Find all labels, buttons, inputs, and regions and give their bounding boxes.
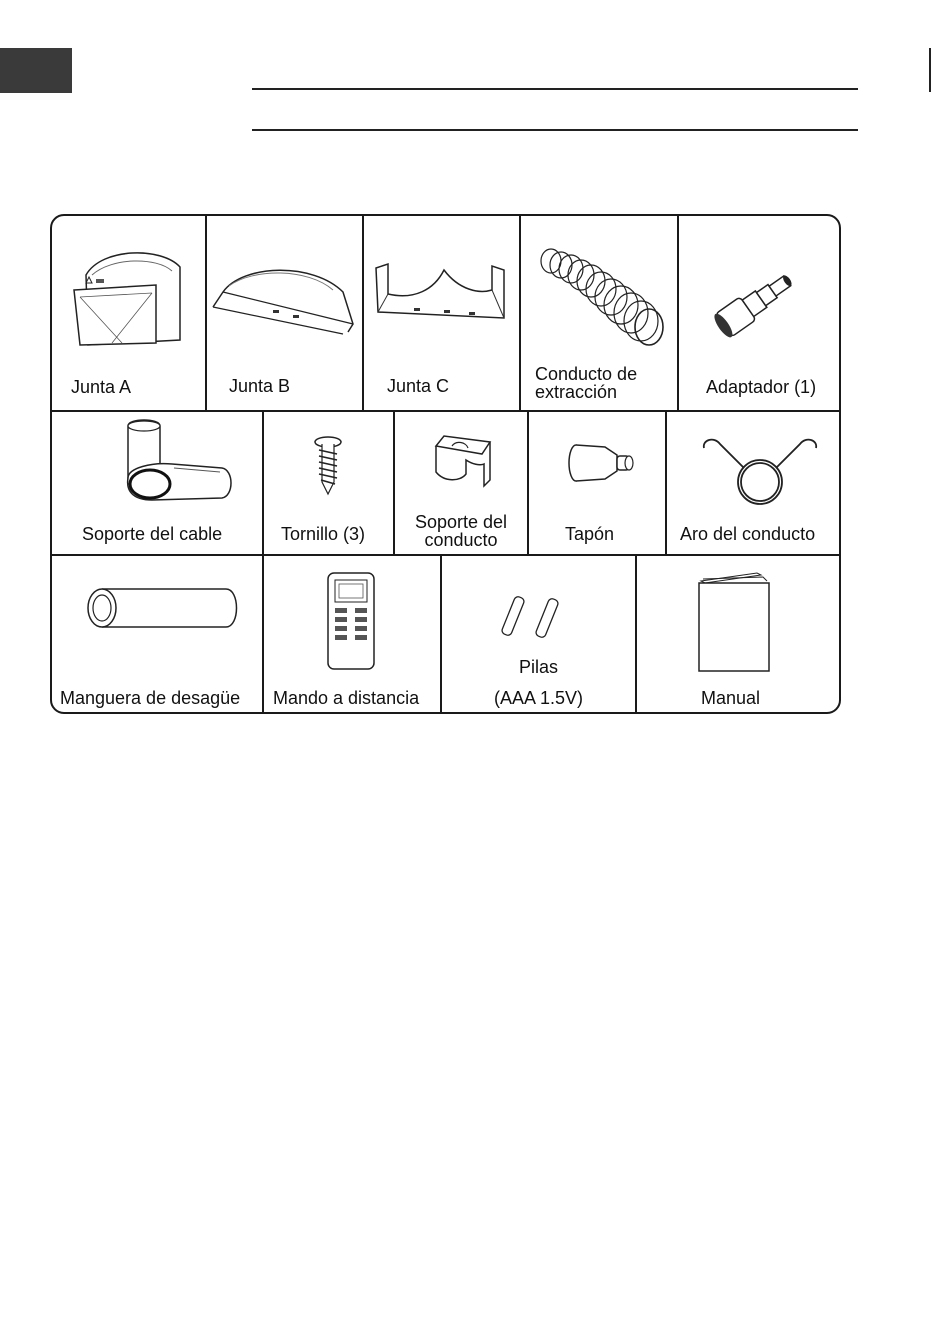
- item-label: Tapón: [565, 524, 615, 544]
- item-label: Tornillo (3): [281, 524, 366, 544]
- cable-holder-icon: [122, 418, 237, 513]
- col-divider: [362, 215, 364, 411]
- item-label: Manual: [701, 688, 761, 708]
- plug-icon: [567, 441, 637, 491]
- edge-mark: [929, 48, 931, 92]
- item-label-line1: Pilas: [518, 657, 558, 677]
- col-divider: [677, 215, 679, 411]
- col-divider: [519, 215, 521, 411]
- hose-bracket-icon: [432, 432, 497, 495]
- window-seal-c-icon: [374, 260, 509, 335]
- remote-control-icon: [327, 572, 375, 675]
- screw-icon: [313, 436, 343, 501]
- item-label-line2: extracción: [535, 382, 618, 402]
- col-divider: [205, 215, 207, 411]
- window-seal-a-icon: [72, 245, 187, 350]
- adapter-icon: [710, 262, 805, 347]
- item-label: Junta B: [229, 376, 291, 396]
- item-label: Junta A: [71, 377, 132, 397]
- item-label: Junta C: [387, 376, 450, 396]
- col-divider: [262, 411, 264, 555]
- title-rule-top: [252, 88, 858, 90]
- item-label-line1: Soporte del: [414, 512, 508, 532]
- window-seal-b-icon: [213, 262, 358, 342]
- title-rule-bottom: [252, 129, 858, 131]
- language-tab: [0, 48, 72, 93]
- item-label-line2: (AAA 1.5V): [493, 688, 584, 708]
- col-divider: [262, 555, 264, 714]
- item-label: Aro del conducto: [680, 524, 816, 544]
- row-divider-2: [50, 554, 841, 556]
- batteries-icon: [500, 594, 570, 649]
- item-label: Adaptador (1): [706, 377, 817, 397]
- item-label: Mando a distancia: [273, 688, 420, 708]
- item-label-line1: Conducto de: [535, 364, 638, 384]
- manual-icon: [697, 571, 772, 678]
- col-divider: [635, 555, 637, 714]
- col-divider: [527, 411, 529, 555]
- exhaust-hose-icon: [537, 247, 665, 352]
- item-label: Soporte del cable: [82, 524, 223, 544]
- item-label-line2: conducto: [424, 530, 498, 550]
- item-label: Manguera de desagüe: [60, 688, 241, 708]
- drain-hose-icon: [84, 587, 239, 634]
- row-divider-1: [50, 410, 841, 412]
- col-divider: [665, 411, 667, 555]
- hose-ring-icon: [700, 430, 820, 515]
